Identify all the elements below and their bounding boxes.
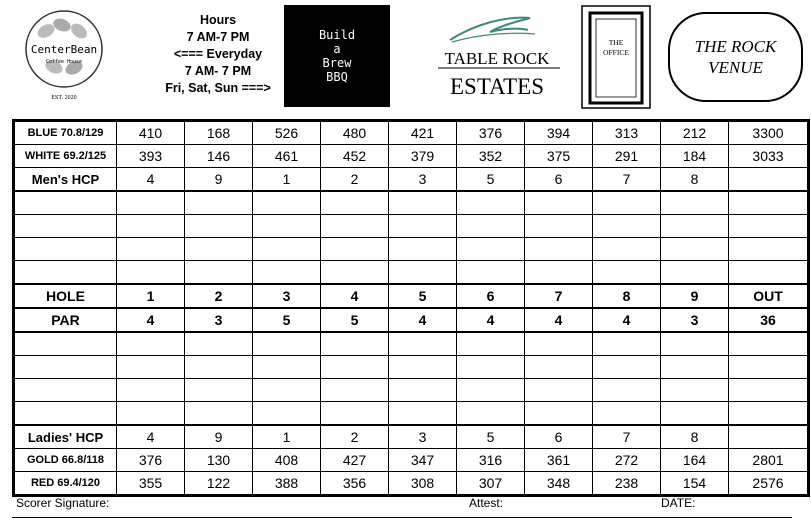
player-row: [14, 191, 809, 215]
build-a-brew-bbq-logo: Build a Brew BBQ: [284, 5, 390, 107]
player-score-cell[interactable]: [661, 402, 729, 426]
player-score-cell[interactable]: [525, 215, 593, 238]
cafe-tagline: Coffee House: [45, 59, 83, 65]
hours-line: 7 AM-7 PM: [186, 30, 250, 44]
player-score-cell[interactable]: [457, 238, 525, 261]
the-office-logo: [581, 5, 651, 109]
player-score-cell[interactable]: [117, 215, 185, 238]
score-cell: 5: [321, 308, 389, 332]
score-cell: 272: [593, 449, 661, 472]
estates-line2: ESTATES: [450, 74, 544, 99]
player-score-cell[interactable]: [729, 238, 809, 261]
scorer-signature-label: Scorer Signature:: [16, 496, 110, 510]
score-cell: 3: [661, 308, 729, 332]
hours-line: 7 AM- 7 PM: [184, 64, 252, 78]
player-score-cell[interactable]: [661, 379, 729, 402]
player-score-cell[interactable]: [117, 238, 185, 261]
estates-line1: TABLE ROCK: [444, 49, 550, 68]
player-row: [14, 402, 809, 426]
score-cell: 316: [457, 449, 525, 472]
player-score-cell[interactable]: [321, 261, 389, 285]
office-line2: OFFICE: [603, 48, 629, 57]
player-score-cell[interactable]: [525, 238, 593, 261]
score-cell: 4: [389, 308, 457, 332]
player-score-cell[interactable]: [457, 402, 525, 426]
player-score-cell[interactable]: [457, 379, 525, 402]
score-cell: 4: [117, 168, 185, 192]
player-score-cell[interactable]: [661, 332, 729, 356]
score-cell: 291: [593, 145, 661, 168]
score-cell: 1: [253, 168, 321, 192]
tee-row: [14, 449, 809, 472]
scorecard-table: [12, 119, 810, 497]
hours-line: <=== Everyday: [173, 47, 263, 61]
score-cell: 7: [525, 284, 593, 308]
player-score-cell[interactable]: [661, 261, 729, 285]
score-cell: 393: [117, 145, 185, 168]
player-score-cell[interactable]: [253, 261, 321, 285]
player-score-cell[interactable]: [389, 332, 457, 356]
score-cell: 5: [457, 425, 525, 449]
cafe-est: EST. 2020: [51, 95, 77, 101]
player-score-cell[interactable]: [253, 238, 321, 261]
hole-row: [14, 284, 809, 308]
row-label: Men's HCP: [14, 168, 117, 192]
score-cell: 394: [525, 121, 593, 145]
player-name-cell[interactable]: [14, 191, 117, 215]
score-cell: 4: [321, 284, 389, 308]
player-score-cell[interactable]: [185, 356, 253, 379]
score-cell: 313: [593, 121, 661, 145]
player-score-cell[interactable]: [117, 379, 185, 402]
player-row: [14, 261, 809, 285]
player-score-cell[interactable]: [117, 356, 185, 379]
player-score-cell[interactable]: [321, 379, 389, 402]
player-score-cell[interactable]: [593, 261, 661, 285]
player-score-cell[interactable]: [525, 379, 593, 402]
score-cell: 4: [457, 308, 525, 332]
score-cell: 9: [185, 425, 253, 449]
score-cell: 2: [185, 284, 253, 308]
score-cell: 9: [661, 284, 729, 308]
score-cell: 154: [661, 472, 729, 496]
score-cell: 168: [185, 121, 253, 145]
player-score-cell[interactable]: [389, 261, 457, 285]
score-cell: OUT: [729, 284, 809, 308]
score-cell: 4: [117, 308, 185, 332]
tee-row: [14, 145, 809, 168]
player-score-cell[interactable]: [661, 356, 729, 379]
score-cell: 388: [253, 472, 321, 496]
score-cell: 376: [457, 121, 525, 145]
tee-row: [14, 425, 809, 449]
player-score-cell[interactable]: [593, 238, 661, 261]
player-score-cell[interactable]: [593, 332, 661, 356]
par-row: [14, 308, 809, 332]
row-label: WHITE 69.2/125: [14, 145, 117, 168]
tee-row: [14, 121, 809, 145]
player-row: [14, 356, 809, 379]
score-cell: 355: [117, 472, 185, 496]
score-cell: 36: [729, 308, 809, 332]
player-row: [14, 332, 809, 356]
score-cell: 3: [389, 168, 457, 192]
score-cell: 6: [525, 168, 593, 192]
score-cell: 5: [253, 308, 321, 332]
score-cell: [729, 168, 809, 192]
score-cell: 130: [185, 449, 253, 472]
score-cell: 480: [321, 121, 389, 145]
player-score-cell[interactable]: [525, 191, 593, 215]
score-cell: 379: [389, 145, 457, 168]
score-cell: 307: [457, 472, 525, 496]
score-cell: 2801: [729, 449, 809, 472]
score-cell: 421: [389, 121, 457, 145]
score-cell: 122: [185, 472, 253, 496]
player-score-cell[interactable]: [321, 402, 389, 426]
player-score-cell[interactable]: [525, 356, 593, 379]
player-score-cell[interactable]: [729, 356, 809, 379]
player-score-cell[interactable]: [185, 238, 253, 261]
player-score-cell[interactable]: [117, 191, 185, 215]
player-score-cell[interactable]: [389, 215, 457, 238]
cafe-name: CenterBean: [30, 43, 98, 56]
hours-line: Fri, Sat, Sun ===>: [165, 81, 271, 95]
score-cell: 347: [389, 449, 457, 472]
player-row: [14, 215, 809, 238]
tee-row: [14, 168, 809, 192]
player-score-cell[interactable]: [457, 215, 525, 238]
player-name-cell[interactable]: [14, 332, 117, 356]
player-name-cell[interactable]: [14, 402, 117, 426]
score-cell: 8: [661, 425, 729, 449]
player-score-cell[interactable]: [457, 261, 525, 285]
score-cell: 9: [185, 168, 253, 192]
player-score-cell[interactable]: [253, 356, 321, 379]
row-label: RED 69.4/120: [14, 472, 117, 496]
player-row: [14, 238, 809, 261]
player-score-cell[interactable]: [661, 191, 729, 215]
score-cell: 526: [253, 121, 321, 145]
score-cell: 348: [525, 472, 593, 496]
player-score-cell[interactable]: [253, 379, 321, 402]
table-rock-estates-logo: [430, 12, 565, 104]
player-score-cell[interactable]: [593, 356, 661, 379]
player-score-cell[interactable]: [185, 215, 253, 238]
the-rock-venue-logo: THE ROCK VENUE: [668, 12, 803, 102]
player-score-cell[interactable]: [253, 332, 321, 356]
player-score-cell[interactable]: [117, 261, 185, 285]
score-cell: 452: [321, 145, 389, 168]
office-line1: THE: [608, 38, 624, 47]
score-cell: 352: [457, 145, 525, 168]
player-score-cell[interactable]: [389, 402, 457, 426]
player-score-cell[interactable]: [729, 332, 809, 356]
player-score-cell[interactable]: [593, 215, 661, 238]
player-score-cell[interactable]: [185, 402, 253, 426]
score-cell: 238: [593, 472, 661, 496]
player-score-cell[interactable]: [321, 356, 389, 379]
score-cell: 3033: [729, 145, 809, 168]
score-cell: 184: [661, 145, 729, 168]
player-score-cell[interactable]: [253, 191, 321, 215]
score-cell: 164: [661, 449, 729, 472]
player-score-cell[interactable]: [389, 379, 457, 402]
player-score-cell[interactable]: [661, 238, 729, 261]
row-label: GOLD 66.8/118: [14, 449, 117, 472]
player-score-cell[interactable]: [525, 402, 593, 426]
player-score-cell[interactable]: [593, 191, 661, 215]
score-cell: 2: [321, 425, 389, 449]
player-score-cell[interactable]: [593, 379, 661, 402]
player-name-cell[interactable]: [14, 379, 117, 402]
row-label: PAR: [14, 308, 117, 332]
score-cell: 3: [185, 308, 253, 332]
score-cell: 376: [117, 449, 185, 472]
score-cell: 212: [661, 121, 729, 145]
score-cell: 6: [457, 284, 525, 308]
scorecard-header: [0, 0, 811, 112]
row-label: BLUE 70.8/129: [14, 121, 117, 145]
score-cell: 7: [593, 168, 661, 192]
score-cell: 375: [525, 145, 593, 168]
score-cell: 7: [593, 425, 661, 449]
player-score-cell[interactable]: [729, 379, 809, 402]
player-score-cell[interactable]: [185, 191, 253, 215]
player-score-cell[interactable]: [729, 215, 809, 238]
player-score-cell[interactable]: [525, 261, 593, 285]
score-cell: 6: [525, 425, 593, 449]
player-score-cell[interactable]: [321, 238, 389, 261]
tee-row: [14, 472, 809, 496]
player-row: [14, 379, 809, 402]
player-name-cell[interactable]: [14, 356, 117, 379]
score-cell: 427: [321, 449, 389, 472]
player-score-cell[interactable]: [321, 332, 389, 356]
score-cell: 3: [253, 284, 321, 308]
player-name-cell[interactable]: [14, 261, 117, 285]
hours-line: Hours: [199, 13, 237, 27]
score-cell: 5: [457, 168, 525, 192]
score-cell: 8: [661, 168, 729, 192]
score-cell: 3300: [729, 121, 809, 145]
score-cell: 461: [253, 145, 321, 168]
score-cell: 2: [321, 168, 389, 192]
score-cell: 1: [253, 425, 321, 449]
score-cell: 308: [389, 472, 457, 496]
player-score-cell[interactable]: [321, 215, 389, 238]
player-score-cell[interactable]: [457, 356, 525, 379]
player-score-cell[interactable]: [457, 332, 525, 356]
player-score-cell[interactable]: [185, 332, 253, 356]
row-label: HOLE: [14, 284, 117, 308]
score-cell: 8: [593, 284, 661, 308]
score-cell: 1: [117, 284, 185, 308]
hours-block: [150, 12, 286, 97]
score-cell: 408: [253, 449, 321, 472]
player-score-cell[interactable]: [253, 402, 321, 426]
row-label: Ladies' HCP: [14, 425, 117, 449]
player-score-cell[interactable]: [185, 261, 253, 285]
player-score-cell[interactable]: [457, 191, 525, 215]
score-cell: 2576: [729, 472, 809, 496]
score-cell: 410: [117, 121, 185, 145]
score-cell: 5: [389, 284, 457, 308]
player-score-cell[interactable]: [389, 238, 457, 261]
score-cell: 4: [593, 308, 661, 332]
player-name-cell[interactable]: [14, 238, 117, 261]
attest-label: Attest:: [469, 496, 504, 510]
player-score-cell[interactable]: [117, 402, 185, 426]
player-score-cell[interactable]: [389, 191, 457, 215]
player-score-cell[interactable]: [661, 215, 729, 238]
centerbean-logo: [24, 5, 104, 105]
player-score-cell[interactable]: [729, 191, 809, 215]
player-score-cell[interactable]: [525, 332, 593, 356]
player-score-cell[interactable]: [389, 356, 457, 379]
score-cell: 4: [525, 308, 593, 332]
score-cell: [729, 425, 809, 449]
player-score-cell[interactable]: [253, 215, 321, 238]
signature-line: [12, 517, 792, 518]
score-cell: 356: [321, 472, 389, 496]
player-score-cell[interactable]: [185, 379, 253, 402]
score-cell: 4: [117, 425, 185, 449]
player-name-cell[interactable]: [14, 215, 117, 238]
score-cell: 361: [525, 449, 593, 472]
player-score-cell[interactable]: [729, 402, 809, 426]
player-score-cell[interactable]: [117, 332, 185, 356]
date-label: DATE:: [661, 496, 696, 510]
player-score-cell[interactable]: [321, 191, 389, 215]
score-cell: 146: [185, 145, 253, 168]
score-cell: 3: [389, 425, 457, 449]
player-score-cell[interactable]: [729, 261, 809, 285]
player-score-cell[interactable]: [593, 402, 661, 426]
